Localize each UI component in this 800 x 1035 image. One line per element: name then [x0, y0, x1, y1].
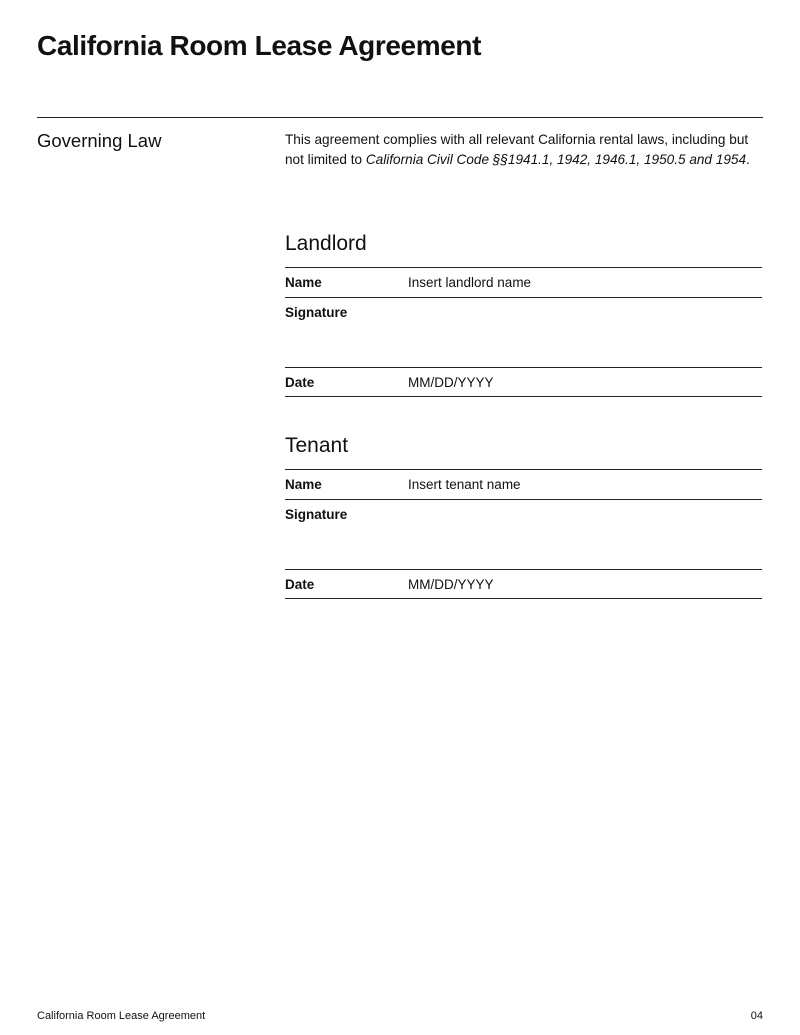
tenant-name-row — [285, 469, 762, 499]
governing-law-label: Governing Law — [37, 130, 162, 151]
tenant-date-row — [285, 569, 762, 599]
tenant-table — [285, 469, 762, 599]
landlord-name-row — [285, 267, 762, 297]
landlord-signature-label: Signature — [285, 305, 348, 320]
tenant-signature-row[interactable] — [285, 499, 762, 569]
footer-page-number: 04 — [750, 1010, 763, 1022]
landlord-date-row — [285, 367, 762, 397]
landlord-heading: Landlord — [285, 232, 367, 255]
tenant-signature-label: Signature — [285, 507, 348, 522]
governing-law-text-before: This agreement complies with all relevant California rental laws, including but not limited to — [285, 132, 749, 167]
governing-law-citation: California Civil Code §§1941.1, 1942, 1946.1, 1950.5 and 1954 — [365, 151, 747, 167]
tenant-name-label: Name — [285, 477, 322, 492]
governing-law-text-after: . — [746, 151, 750, 167]
landlord-date-field[interactable]: MM/DD/YYYY — [408, 375, 494, 390]
document-title: California Room Lease Agreement — [37, 30, 482, 61]
footer-document-title: California Room Lease Agreement — [37, 1010, 206, 1022]
governing-law-text — [285, 130, 765, 169]
tenant-name-field[interactable]: Insert tenant name — [408, 477, 521, 492]
landlord-table — [285, 267, 762, 397]
landlord-signature-row[interactable] — [285, 297, 762, 367]
tenant-heading: Tenant — [285, 434, 349, 457]
landlord-name-label: Name — [285, 275, 322, 290]
tenant-date-label: Date — [285, 577, 315, 592]
tenant-date-field[interactable]: MM/DD/YYYY — [408, 577, 494, 592]
header-divider — [37, 117, 763, 118]
landlord-name-field[interactable]: Insert landlord name — [408, 275, 532, 290]
landlord-date-label: Date — [285, 375, 315, 390]
